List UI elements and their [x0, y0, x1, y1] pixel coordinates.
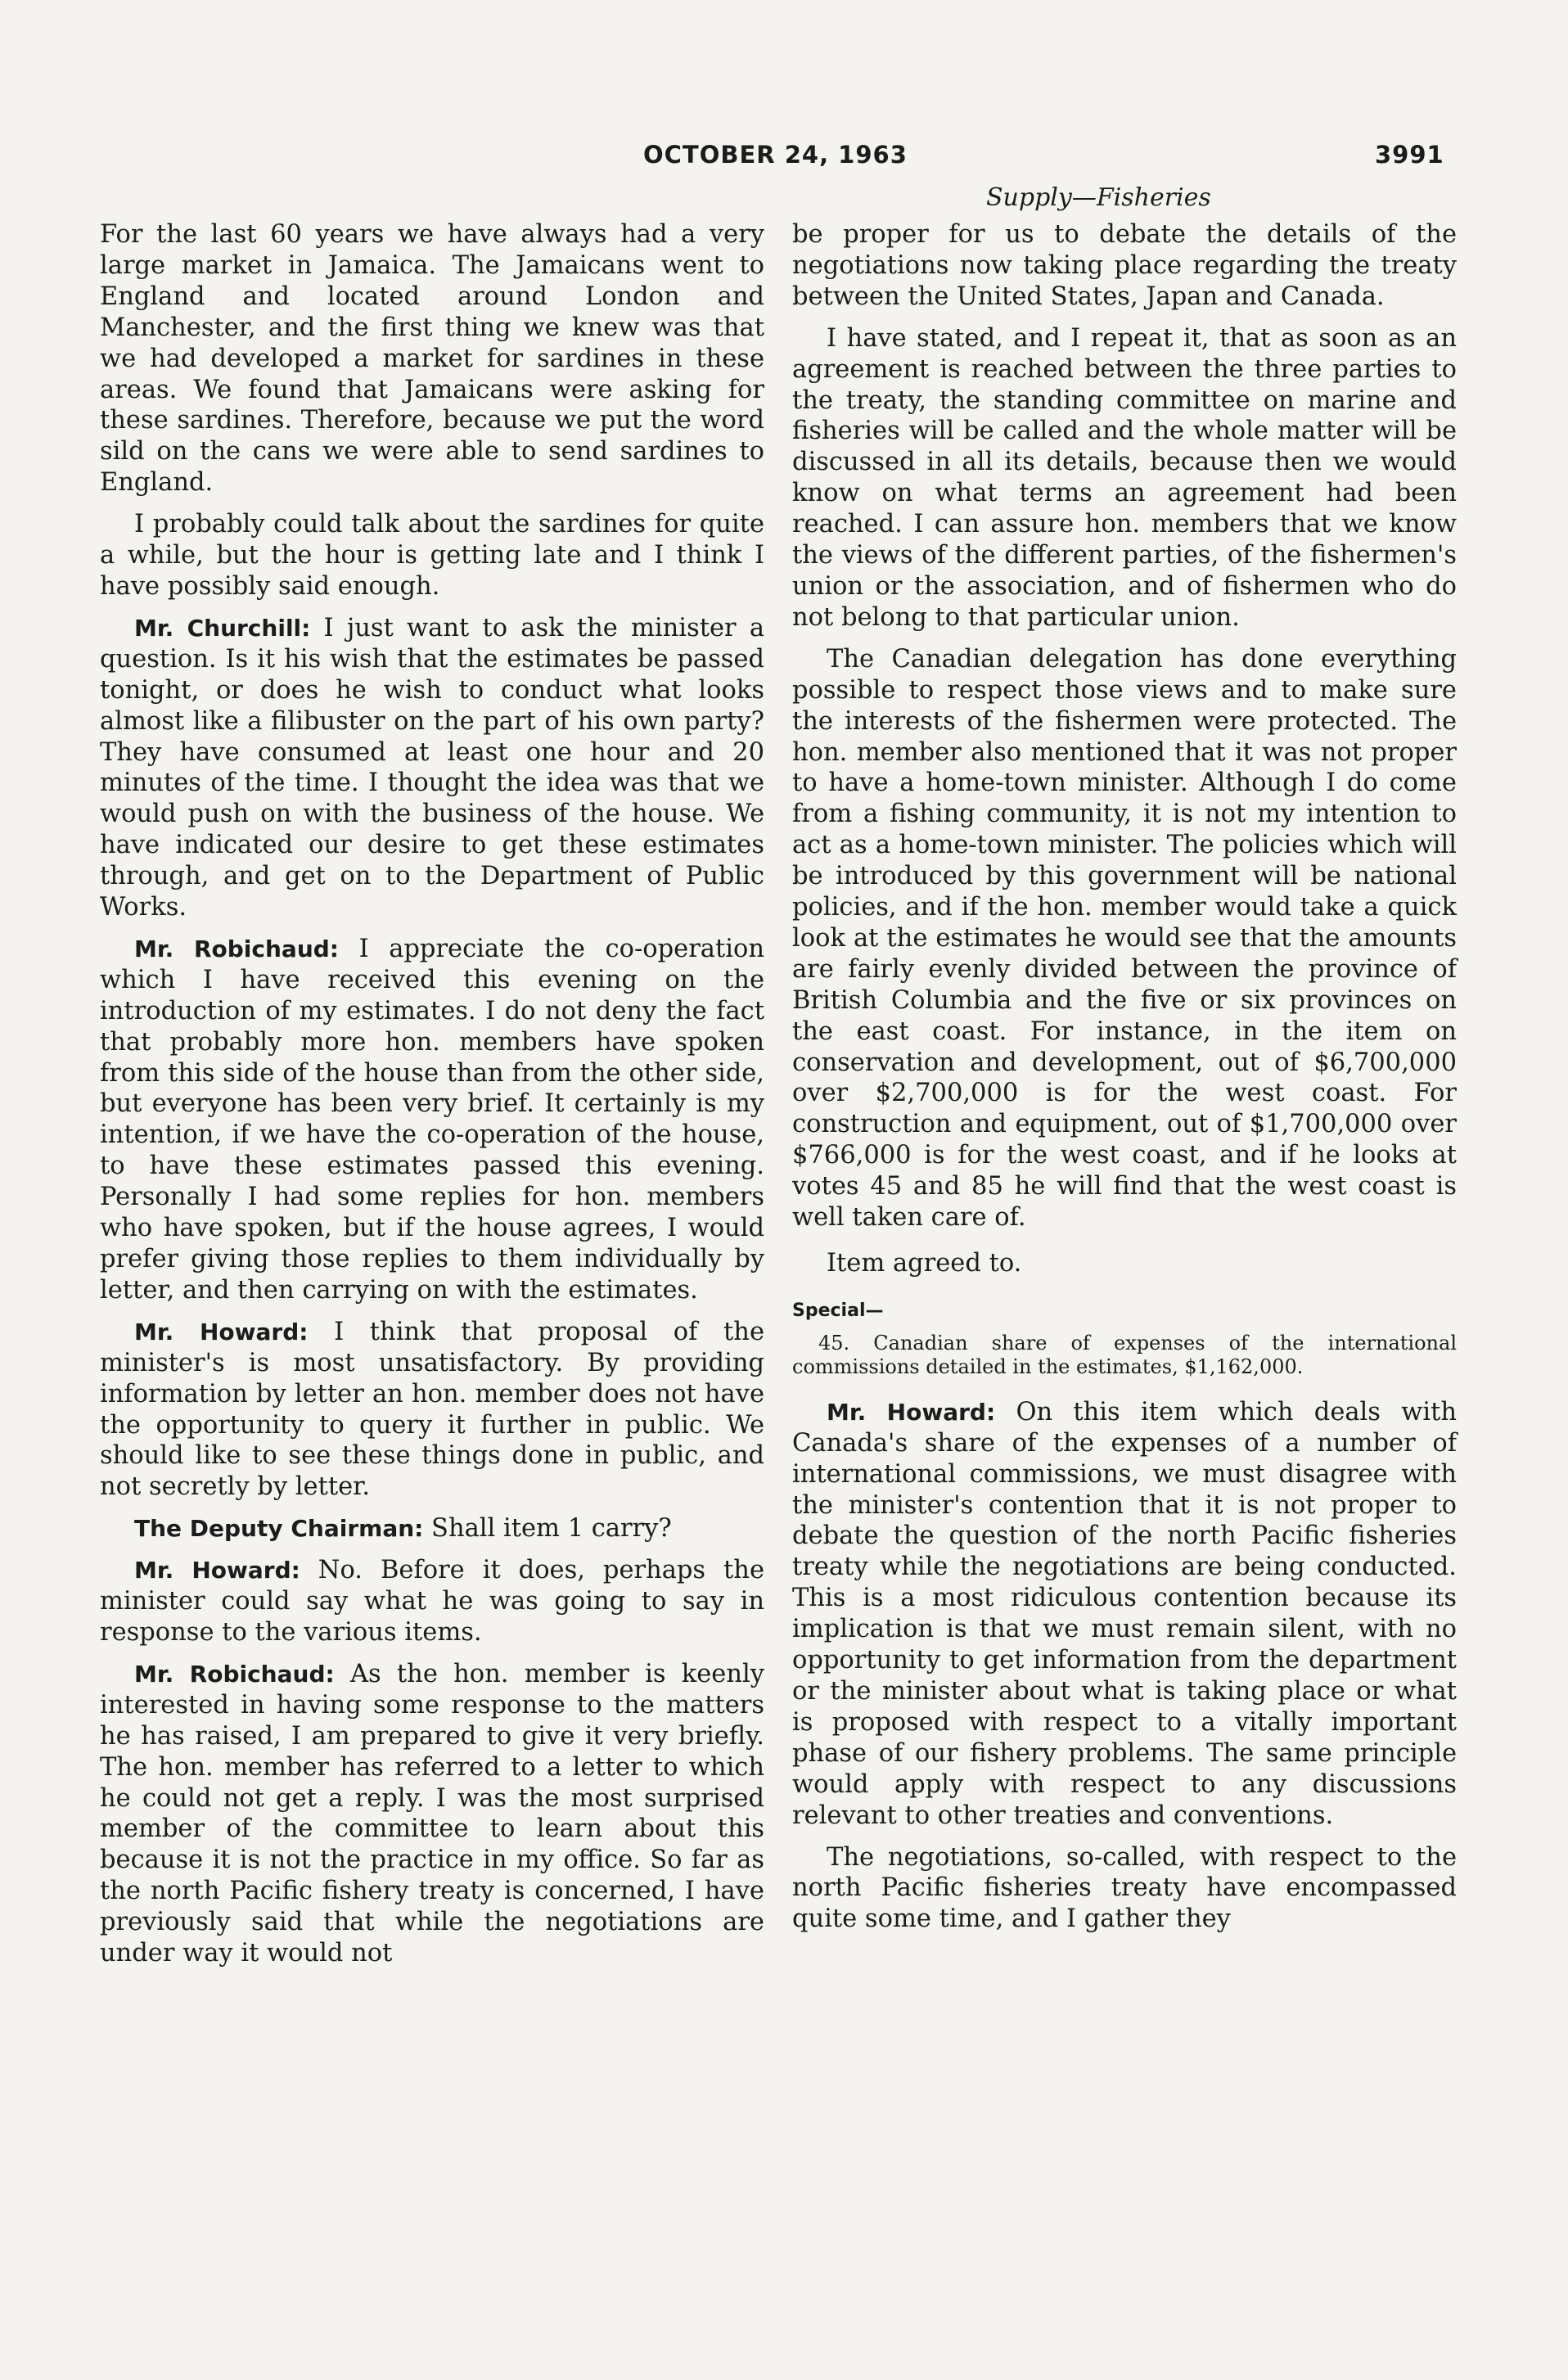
speaker-name: Mr. Robichaud: [134, 935, 339, 962]
paragraph [792, 323, 1457, 633]
page-number: 3991 [1375, 141, 1444, 169]
speaker-name: Mr. Howard: [134, 1318, 309, 1346]
paragraph-text: I think that proposal of the minister's is most unsatisfactory. By providing information by letter an hon. member does not have the opportunity to query it further in public. We should like to see these things done in public, and not secretly by letter. [100, 1317, 764, 1502]
page-header [0, 141, 1568, 190]
paragraph-text: The negotiations, so-called, with respect to the north Pacific fisheries treaty have encompassed quite some time, and I gather they [792, 1842, 1457, 1934]
paragraph [792, 1397, 1457, 1832]
left-column [100, 219, 764, 1980]
speaker-name: Mr. Churchill: [134, 614, 311, 642]
paragraph [792, 219, 1457, 313]
special-heading: Special— [792, 1300, 884, 1321]
paragraph-text: For the last 60 years we have always had a very large market in Jamaica. The Jamaicans went to England and located around London and Manchester, and the first thing we knew was that we had developed a market for sardines in these areas. We found that Jamaicans were asking for these sardines. Therefore, because we put the word sild on the cans we were able to send sardines to England. [100, 220, 764, 498]
speaker-name: Mr. Howard: [827, 1398, 996, 1426]
header-date: OCTOBER 24, 1963 [643, 141, 908, 169]
paragraph [100, 219, 764, 498]
paragraph-text: As the hon. member is keenly interested in having some response to the matters he has raised, I am prepared to give it very briefly. The hon. member has referred to a letter to which he could not get a reply. I was the most surprised member of the committee to learn about this because it is not the practice in my office. So far as the north Pacific fishery treaty is concerned, I have previously said that while the negotiations are under way it would not [100, 1659, 764, 1968]
paragraph [100, 934, 764, 1306]
paragraph-text: be proper for us to debate the details of the negotiations now taking place regarding the treaty between the United States, Japan and Canada. [792, 220, 1457, 311]
item-agreed: Item agreed to. [827, 1249, 1022, 1278]
paragraph [100, 1659, 764, 1969]
paragraph [100, 509, 764, 602]
special-item: 45. Canadian share of expenses of the international commissions detailed in the estimates, $1,162,000. [792, 1331, 1457, 1378]
speaker-name: Mr. Howard: [134, 1557, 300, 1584]
speaker-name: Mr. Robichaud: [134, 1660, 335, 1688]
paragraph-text: On this item which deals with Canada's share of the expenses of a number of international commissions, we must disagree with the minister's contention that it is not proper to debate the question of the north Pacific fisheries treaty while the negotiations are being conducted. This is a most ridiculous contention because its implication is that we must remain silent, with no opportunity to get information from the department or the minister about what is taking place or what is proposed with respect to a vitally important phase of our fishery problems. The same principle would apply with respect to any discussions relevant to other treaties and conventions. [792, 1397, 1458, 1830]
paragraph [792, 644, 1457, 1233]
paragraph-text: No. Before it does, perhaps the minister could say what he was going to say in response to the various items. [100, 1556, 765, 1647]
paragraph-text: I probably could talk about the sardines for quite a while, but the hour is getting late and I think I have possibly said enough. [100, 510, 764, 601]
speaker-name: The Deputy Chairman: [134, 1515, 424, 1543]
paragraph [100, 613, 764, 923]
paragraph [100, 1317, 764, 1503]
paragraph-text: I just want to ask the minister a question. Is it his wish that the estimates be passed tonight, or does he wish to conduct what looks almost like a filibuster on the part of his own party? They have consumed at least one hour and 20 minutes of the time. I thought the idea was that we would push on with the business of the house. We have indicated our desire to get these estimates through, and get on to the Department of Public Works. [100, 613, 765, 922]
right-column [792, 219, 1457, 1945]
paragraph [100, 1555, 764, 1648]
paragraph-text: I have stated, and I repeat it, that as soon as an agreement is reached between the three parties to the treaty, the standing committee on marine and fisheries will be called and the whole matter will be discussed in all its details, because then we would know on what terms an agreement had been reached. I can assure hon. members that we know the views of the different parties, of the fishermen's union or the association, and of fishermen who do not belong to that particular union. [792, 323, 1457, 632]
paragraph-text: I appreciate the co-operation which I have received this evening on the introduction of my estimates. I do not deny the fact that probably more hon. members have spoken from this side of the house than from the other side, but everyone has been very brief. It certainly is my intention, if we have the co-operation of the house, to have these estimates passed this evening. Personally I had some replies for hon. members who have spoken, but if the house agrees, I would prefer giving those replies to them individually by letter, and then carrying on with the estimates. [100, 934, 764, 1305]
paragraph [100, 1513, 764, 1544]
running-head: Supply—Fisheries [986, 183, 1211, 212]
paragraph [792, 1842, 1457, 1936]
paragraph-text: Shall item 1 carry? [423, 1514, 672, 1544]
paragraph-text: The Canadian delegation has done everything possible to respect those views and to make sure the interests of the fishermen were protected. The hon. member also mentioned that it was not proper to have a home-town minister. Although I do come from a fishing community, it is not my intention to act as a home-town minister. The policies which will be introduced by this government will be national policies, and if the hon. member would take a quick look at the estimates he would see that the amounts are fairly evenly divided between the province of British Columbia and the five or six provinces on the east coast. For instance, in the item on conservation and development, out of $6,700,000 over $2,700,000 is for the west coast. For construction and equipment, out of $1,700,000 over $766,000 is for the west coast, and if he looks at votes 45 and 85 he will find that the west coast is well taken care of. [792, 644, 1457, 1233]
